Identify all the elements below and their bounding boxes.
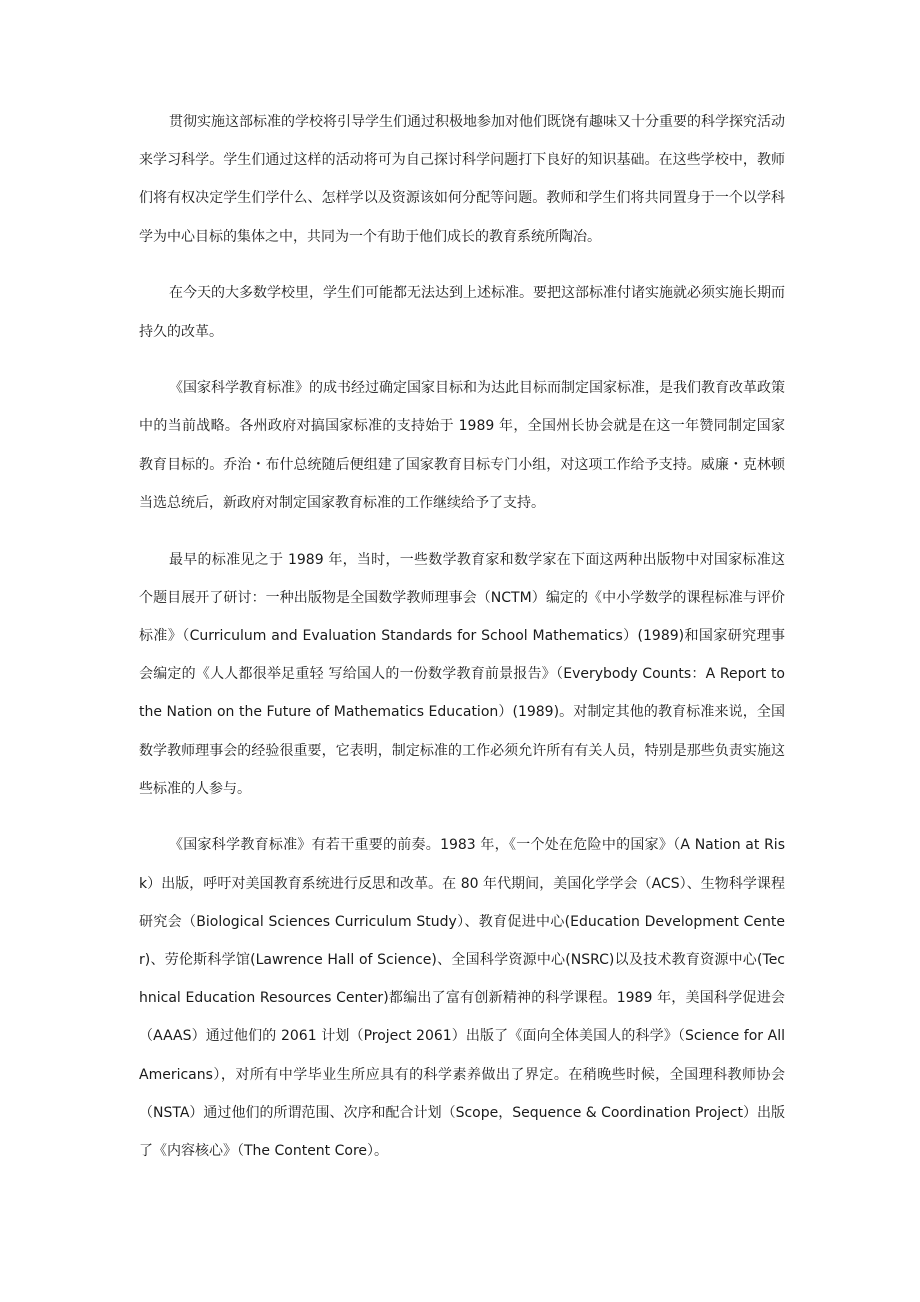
paragraph-5: 《国家科学教育标准》有若干重要的前奏。1983 年，《一个处在危险中的国家》（A Nation at Risk）出版，呼吁对美国教育系统进行反思和改革。在 80 年代期间，美国化学学会（ACS）、生物科学课程研究会（Biological Sciences Curriculum Study）、教育促进中心(Education Development Center)、劳伦斯科学馆(Lawrence Hall of Science)、全国科学资源中心(NSRC)以及技术教育资源中心(Technical Education Resources Center)都编出了富有创新精神的科学课程。1989 年，美国科学促进会（AAAS）通过他们的 2061 计划（Project 2061）出版了《面向全体美国人的科学》（Science for All Americans），对所有中学毕业生所应具有的科学素养做出了界定。在稍晚些时候，全国理科教师协会（NSTA）通过他们的所谓范围、次序和配合计划（Scope，Sequence & Coordination Project）出版了《内容核心》（The Content Core）。 (139, 837, 785, 1160)
paragraph-2: 在今天的大多数学校里，学生们可能都无法达到上述标准。要把这部标准付诸实施就必须实施长期而持久的改革。 (139, 285, 785, 340)
paragraph-3: 《国家科学教育标准》的成书经过确定国家目标和为达此目标而制定国家标准，是我们教育改革政策中的当前战略。各州政府对搞国家标准的支持始于 1989 年，全国州长协会就是在这一年赞同制定国家教育目标的。乔治・布什总统随后便组建了国家教育目标专门小组，对这项工作给予支持。威廉・克林顿当选总统后，新政府对制定国家教育标准的工作继续给予了支持。 (139, 380, 785, 511)
paragraph-1: 贯彻实施这部标准的学校将引导学生们通过积极地参加对他们既饶有趣味又十分重要的科学探究活动来学习科学。学生们通过这样的活动将可为自己探讨科学问题打下良好的知识基础。在这些学校中，教师们将有权决定学生们学什么、怎样学以及资源该如何分配等问题。教师和学生们将共同置身于一个以学科学为中心目标的集体之中，共同为一个有助于他们成长的教育系统所陶冶。 (139, 114, 785, 245)
document-page (139, 103, 785, 1170)
paragraph-4: 最早的标准见之于 1989 年，当时，一些数学教育家和数学家在下面这两种出版物中对国家标准这个题目展开了研讨：一种出版物是全国数学教师理事会（NCTM）编定的《中小学数学的课程标准与评价标准》（Curriculum and Evaluation Standards for School Mathematics）(1989)和国家研究理事会编定的《人人都很举足重轻 写给国人的一份数学教育前景报告》（Everybody Counts：A Report to the Nation on the Future of Mathematics Education）(1989)。对制定其他的教育标准来说，全国数学教师理事会的经验很重要，它表明，制定标准的工作必须允许所有有关人员，特别是那些负责实施这些标准的人参与。 (139, 551, 785, 797)
